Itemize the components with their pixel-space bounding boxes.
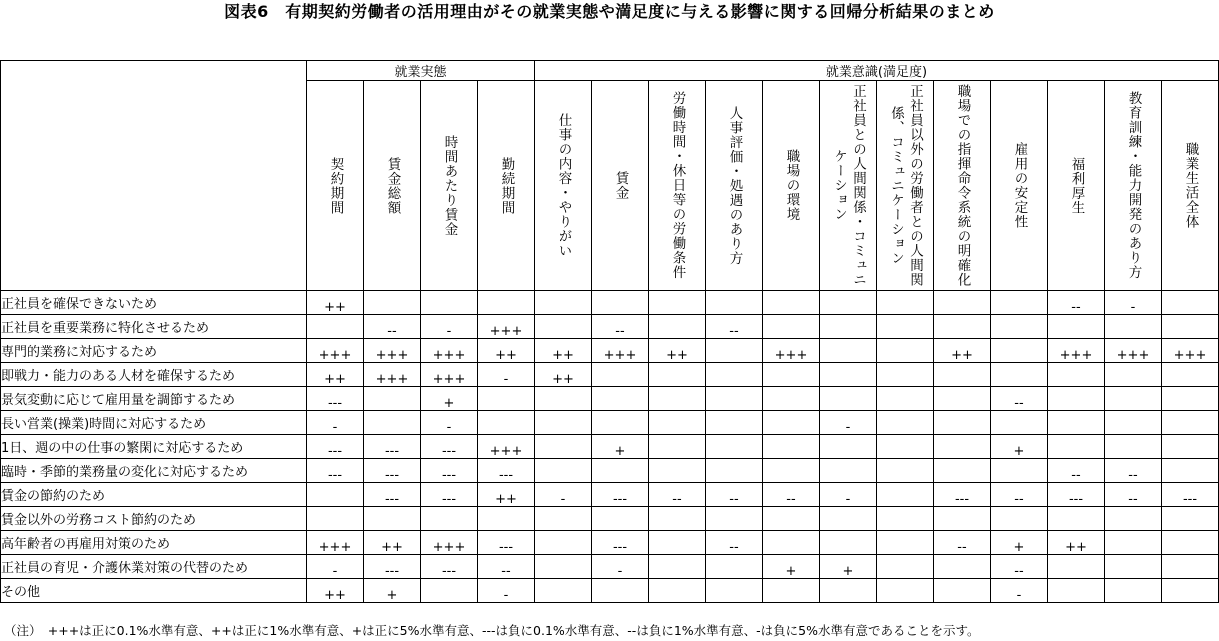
significance-cell (934, 291, 991, 315)
significance-cell: --- (478, 531, 535, 555)
significance-cell: + (592, 435, 649, 459)
significance-cell (934, 363, 991, 387)
significance-cell: -- (934, 531, 991, 555)
significance-cell: -- (763, 483, 820, 507)
column-header (763, 81, 820, 291)
row-label: 高年齢者の再雇用対策のため (1, 531, 307, 555)
significance-cell (763, 387, 820, 411)
significance-cell: +++ (421, 531, 478, 555)
significance-cell: --- (421, 555, 478, 579)
column-header (877, 81, 934, 291)
significance-cell: - (307, 411, 364, 435)
significance-cell (649, 555, 706, 579)
significance-cell (934, 387, 991, 411)
significance-cell: -- (478, 555, 535, 579)
significance-cell: ++ (649, 339, 706, 363)
significance-cell: - (478, 579, 535, 603)
significance-cell (535, 435, 592, 459)
significance-cell: - (535, 483, 592, 507)
significance-cell (1162, 411, 1219, 435)
significance-cell (877, 555, 934, 579)
significance-cell: + (421, 387, 478, 411)
significance-cell: --- (307, 459, 364, 483)
column-header (1048, 81, 1105, 291)
significance-cell (535, 411, 592, 435)
significance-cell (934, 411, 991, 435)
significance-cell (592, 387, 649, 411)
footnote: （注） +++は正に0.1%水準有意、++は正に1%水準有意、+は正に5%水準有意、---は負に0.1%水準有意、--は負に1%水準有意、-は負に5%水準有意であることを示す。 (4, 623, 980, 638)
significance-cell: --- (364, 483, 421, 507)
column-header (820, 81, 877, 291)
significance-cell (649, 315, 706, 339)
significance-cell: +++ (478, 315, 535, 339)
significance-cell (934, 507, 991, 531)
table-row (1, 459, 1219, 483)
table-row (1, 339, 1219, 363)
significance-cell (934, 435, 991, 459)
significance-cell (763, 435, 820, 459)
column-header-label: 労働時間・休日等の労働条件 (669, 91, 686, 280)
table-row (1, 435, 1219, 459)
significance-cell (535, 387, 592, 411)
significance-cell (877, 411, 934, 435)
significance-cell (763, 459, 820, 483)
row-label: 臨時・季節的業務量の変化に対応するため (1, 459, 307, 483)
significance-cell (535, 459, 592, 483)
significance-cell (934, 555, 991, 579)
significance-cell (877, 291, 934, 315)
significance-cell (1105, 555, 1162, 579)
significance-cell (535, 579, 592, 603)
column-header-label: 職場の環境 (783, 149, 800, 222)
significance-cell (991, 291, 1048, 315)
significance-cell: + (364, 579, 421, 603)
significance-cell (763, 531, 820, 555)
significance-cell (1105, 507, 1162, 531)
significance-cell (1162, 291, 1219, 315)
significance-cell (877, 531, 934, 555)
significance-cell: - (592, 555, 649, 579)
significance-cell: +++ (364, 339, 421, 363)
significance-cell (877, 483, 934, 507)
significance-cell (1105, 435, 1162, 459)
table-row (1, 315, 1219, 339)
significance-cell: - (1105, 291, 1162, 315)
significance-cell (535, 315, 592, 339)
column-header (307, 81, 364, 291)
significance-cell (706, 291, 763, 315)
significance-cell (1048, 363, 1105, 387)
significance-cell (592, 579, 649, 603)
column-header (364, 81, 421, 291)
group-header-work-satisfaction: 就業意識(満足度) (535, 61, 1219, 81)
significance-cell (706, 339, 763, 363)
significance-cell (820, 435, 877, 459)
significance-cell (307, 507, 364, 531)
column-header (934, 81, 991, 291)
significance-cell (877, 363, 934, 387)
significance-cell: +++ (421, 363, 478, 387)
significance-cell (592, 363, 649, 387)
significance-cell: -- (592, 315, 649, 339)
significance-cell: --- (421, 483, 478, 507)
column-header (649, 81, 706, 291)
row-label: 賃金の節約のため (1, 483, 307, 507)
significance-cell (364, 291, 421, 315)
significance-cell: --- (478, 459, 535, 483)
significance-cell (592, 507, 649, 531)
significance-cell: ++ (478, 339, 535, 363)
column-header (1162, 81, 1219, 291)
significance-cell: --- (1162, 483, 1219, 507)
page-title: 図表6 有期契約労働者の活用理由がその就業実態や満足度に与える影響に関する回帰分析結果のまとめ (224, 2, 995, 21)
significance-cell: +++ (478, 435, 535, 459)
column-header-label: 福利厚生 (1068, 156, 1085, 215)
significance-cell: ++ (1048, 531, 1105, 555)
significance-cell (991, 507, 1048, 531)
significance-cell (991, 459, 1048, 483)
significance-cell (820, 291, 877, 315)
significance-cell (1162, 555, 1219, 579)
significance-cell (1048, 387, 1105, 411)
column-header-label: 正社員との人間関係・コミュニケーション (831, 84, 866, 287)
significance-cell (1105, 579, 1162, 603)
table-row (1, 531, 1219, 555)
table-row (1, 579, 1219, 603)
row-label: 正社員を確保できないため (1, 291, 307, 315)
significance-cell: ++ (307, 363, 364, 387)
significance-cell (820, 315, 877, 339)
significance-cell (991, 411, 1048, 435)
significance-cell: --- (307, 435, 364, 459)
significance-cell: + (763, 555, 820, 579)
column-header (1105, 81, 1162, 291)
row-label: 正社員を重要業務に特化させるため (1, 315, 307, 339)
table-row (1, 363, 1219, 387)
significance-cell: ++ (535, 363, 592, 387)
significance-cell (820, 387, 877, 411)
significance-cell: -- (364, 315, 421, 339)
column-header (478, 81, 535, 291)
significance-cell: +++ (364, 363, 421, 387)
significance-cell (1048, 315, 1105, 339)
significance-cell: -- (1048, 459, 1105, 483)
significance-cell: ++ (478, 483, 535, 507)
row-label: 正社員の育児・介護休業対策の代替のため (1, 555, 307, 579)
column-header-label: 雇用の安定性 (1011, 142, 1028, 229)
significance-cell: --- (364, 459, 421, 483)
significance-cell: --- (421, 459, 478, 483)
significance-cell (307, 315, 364, 339)
significance-cell: --- (364, 555, 421, 579)
regression-summary-table (0, 60, 1219, 603)
significance-cell (820, 507, 877, 531)
table-row (1, 291, 1219, 315)
row-label: 1日、週の中の仕事の繁閑に対応するため (1, 435, 307, 459)
significance-cell (478, 291, 535, 315)
significance-cell (820, 363, 877, 387)
row-label: 賃金以外の労務コスト節約のため (1, 507, 307, 531)
column-header (706, 81, 763, 291)
significance-cell (592, 291, 649, 315)
significance-cell: ++ (307, 579, 364, 603)
significance-cell: + (991, 435, 1048, 459)
corner-cell (1, 61, 307, 291)
significance-cell: - (820, 411, 877, 435)
significance-cell (649, 459, 706, 483)
significance-cell (364, 411, 421, 435)
significance-cell: ++ (535, 339, 592, 363)
significance-cell (478, 411, 535, 435)
significance-cell: -- (1048, 291, 1105, 315)
significance-cell (1105, 315, 1162, 339)
significance-cell: --- (307, 387, 364, 411)
table-row (1, 387, 1219, 411)
significance-cell (1162, 459, 1219, 483)
significance-cell (649, 531, 706, 555)
significance-cell (364, 387, 421, 411)
row-label: 即戦力・能力のある人材を確保するため (1, 363, 307, 387)
significance-cell: -- (991, 555, 1048, 579)
column-header (592, 81, 649, 291)
column-header-label: 職業生活全体 (1182, 142, 1199, 229)
column-header (421, 81, 478, 291)
significance-cell (763, 363, 820, 387)
significance-cell (1105, 363, 1162, 387)
significance-cell (649, 411, 706, 435)
significance-cell: -- (706, 315, 763, 339)
significance-cell (706, 387, 763, 411)
row-label: その他 (1, 579, 307, 603)
significance-cell: --- (934, 483, 991, 507)
significance-cell: +++ (592, 339, 649, 363)
significance-cell (307, 483, 364, 507)
column-header-label: 勤続期間 (498, 156, 515, 215)
significance-cell: --- (1048, 483, 1105, 507)
significance-cell (877, 339, 934, 363)
significance-cell: ++ (934, 339, 991, 363)
column-header-label: 職場での指揮命令系統の明確化 (954, 84, 971, 287)
significance-cell (421, 291, 478, 315)
significance-cell: -- (706, 531, 763, 555)
significance-cell (535, 531, 592, 555)
significance-cell: -- (991, 483, 1048, 507)
significance-cell: - (421, 315, 478, 339)
significance-cell (991, 363, 1048, 387)
significance-cell (535, 555, 592, 579)
significance-cell (706, 411, 763, 435)
column-header-label: 時間あたり賃金 (441, 134, 458, 237)
column-header-label: 契約期間 (327, 156, 344, 215)
significance-cell: -- (706, 483, 763, 507)
significance-cell (763, 315, 820, 339)
significance-cell (649, 435, 706, 459)
column-header-label: 賃金 (612, 171, 629, 200)
significance-cell: +++ (1162, 339, 1219, 363)
significance-cell (820, 459, 877, 483)
significance-cell: +++ (1048, 339, 1105, 363)
significance-cell (763, 507, 820, 531)
significance-cell: ++ (364, 531, 421, 555)
row-label: 長い営業(操業)時間に対応するため (1, 411, 307, 435)
significance-cell (706, 555, 763, 579)
significance-cell: +++ (421, 339, 478, 363)
significance-cell: +++ (1105, 339, 1162, 363)
significance-cell (877, 507, 934, 531)
significance-cell: --- (364, 435, 421, 459)
significance-cell (649, 507, 706, 531)
column-header-label: 正社員以外の労働者との人間関係、コミュニケーション (888, 84, 923, 287)
significance-cell (934, 315, 991, 339)
column-header (535, 81, 592, 291)
significance-cell (649, 363, 706, 387)
significance-cell (877, 435, 934, 459)
significance-cell (649, 579, 706, 603)
significance-cell (1048, 411, 1105, 435)
significance-cell: -- (991, 387, 1048, 411)
significance-cell (877, 387, 934, 411)
column-header-label: 教育訓練・能力開発のあり方 (1125, 91, 1142, 280)
row-label: 景気変動に応じて雇用量を調節するため (1, 387, 307, 411)
significance-cell (706, 507, 763, 531)
significance-cell (1162, 387, 1219, 411)
significance-cell (706, 579, 763, 603)
table-row (1, 555, 1219, 579)
significance-cell: ++ (307, 291, 364, 315)
significance-cell (991, 315, 1048, 339)
significance-cell (706, 459, 763, 483)
significance-cell (1162, 507, 1219, 531)
significance-cell (820, 531, 877, 555)
significance-cell (1162, 531, 1219, 555)
significance-cell (592, 459, 649, 483)
significance-cell: -- (649, 483, 706, 507)
significance-cell (649, 387, 706, 411)
column-header-label: 賃金総額 (384, 156, 401, 215)
significance-cell (820, 339, 877, 363)
significance-cell (763, 411, 820, 435)
significance-cell (763, 291, 820, 315)
significance-cell (478, 507, 535, 531)
column-header-label: 人事評価・処遇のあり方 (726, 105, 743, 266)
significance-cell (1162, 579, 1219, 603)
significance-cell: + (991, 531, 1048, 555)
significance-cell: +++ (763, 339, 820, 363)
significance-cell (934, 579, 991, 603)
significance-cell (1162, 363, 1219, 387)
significance-cell (991, 339, 1048, 363)
significance-cell (649, 291, 706, 315)
significance-cell (877, 459, 934, 483)
significance-cell: +++ (307, 339, 364, 363)
significance-cell (1162, 435, 1219, 459)
significance-cell (1105, 411, 1162, 435)
significance-cell: + (820, 555, 877, 579)
significance-cell (820, 579, 877, 603)
column-header-label: 仕事の内容・やりがい (555, 113, 572, 258)
significance-cell (364, 507, 421, 531)
significance-cell: - (421, 411, 478, 435)
significance-cell (535, 291, 592, 315)
significance-cell (1105, 387, 1162, 411)
significance-cell: - (991, 579, 1048, 603)
significance-cell (877, 579, 934, 603)
significance-cell (877, 315, 934, 339)
significance-cell (934, 459, 991, 483)
group-header-work-reality: 就業実態 (307, 61, 535, 81)
significance-cell: -- (1105, 483, 1162, 507)
column-header (991, 81, 1048, 291)
significance-cell (421, 507, 478, 531)
significance-cell (706, 363, 763, 387)
significance-cell (706, 435, 763, 459)
significance-cell: --- (592, 531, 649, 555)
significance-cell (535, 507, 592, 531)
significance-cell: --- (421, 435, 478, 459)
table-row (1, 483, 1219, 507)
significance-cell (592, 411, 649, 435)
significance-cell: -- (1105, 459, 1162, 483)
significance-cell (1162, 315, 1219, 339)
significance-cell (1048, 435, 1105, 459)
table-row (1, 411, 1219, 435)
significance-cell (1048, 507, 1105, 531)
significance-cell: +++ (307, 531, 364, 555)
significance-cell (421, 579, 478, 603)
significance-cell (763, 579, 820, 603)
significance-cell (1048, 555, 1105, 579)
significance-cell: --- (592, 483, 649, 507)
row-label: 専門的業務に対応するため (1, 339, 307, 363)
significance-cell (478, 387, 535, 411)
significance-cell: - (820, 483, 877, 507)
table-row (1, 507, 1219, 531)
significance-cell: - (307, 555, 364, 579)
significance-cell: - (478, 363, 535, 387)
significance-cell (1048, 579, 1105, 603)
significance-cell (1105, 531, 1162, 555)
